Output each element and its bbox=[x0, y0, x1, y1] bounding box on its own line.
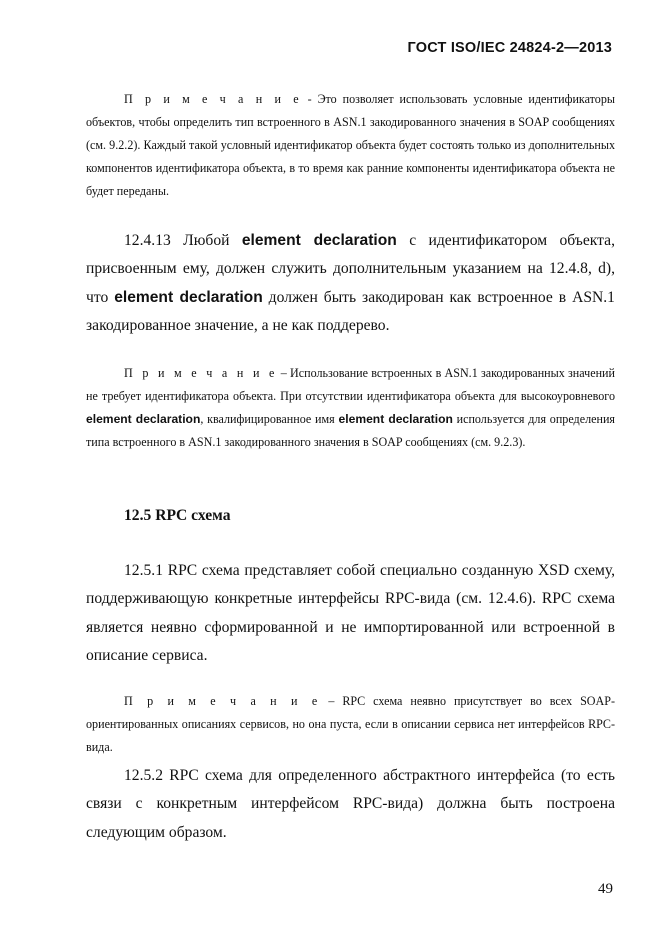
clause-12-4-13 bbox=[86, 227, 615, 341]
section-title: 12.5 RPC схема bbox=[124, 507, 231, 524]
term-element-declaration: element declaration bbox=[114, 288, 263, 306]
note-text: Это позволяет использовать условные идентификаторы объектов, чтобы определить тип встроенного в ASN.1 закодированного значения в SOAP сообщениях (см. 9.2.2). Каждый такой условный идентификатор объекта будет состоять только из дополнительных компонентов идентификатора объекта, в то время как ранние компоненты идентификатора объекта не будет переданы. bbox=[86, 92, 616, 198]
note-3 bbox=[86, 690, 615, 759]
note-label: П р и м е ч а н и е bbox=[124, 366, 278, 380]
note-1 bbox=[86, 88, 615, 203]
term-element-declaration: element declaration bbox=[86, 412, 201, 426]
clause-text: 12.5.1 RPC схема представляет собой специально созданную XSD схему, поддерживающую конкретные интерфейсы RPC-вида (см. 12.4.6). RPC схема является неявно сформированной и не импортированной или встроенной в описание сервиса. bbox=[86, 562, 615, 665]
note-text: Использование встроенных в ASN.1 закодированных значений не требует идентификатора объекта. При отсутствии идентификатора объекта для высокоуровневого bbox=[86, 366, 615, 403]
term-element-declaration: element declaration bbox=[241, 232, 397, 249]
document-header: ГОСТ ISO/IEC 24824-2—2013 bbox=[407, 40, 612, 56]
note-label: П р и м е ч а н и е bbox=[124, 92, 302, 106]
clause-text: 12.4.13 Любой bbox=[124, 232, 242, 249]
note-text: , квалифицированное имя bbox=[200, 412, 339, 426]
clause-text: должен быть закодирован как встроенное в ASN.1 закодированное значение, а не как поддерево. bbox=[86, 288, 615, 335]
clause-text: 12.5.2 RPC схема для определенного абстрактного интерфейса (то есть связи с конкретным интерфейсом RPC-вида) должна быть построена следующим образом. bbox=[86, 767, 615, 841]
clause-text: с идентификатором объекта, присвоенным ему, должен служить дополнительным указанием на 12.4.8, d), что bbox=[86, 232, 615, 306]
clause-12-5-1 bbox=[86, 557, 615, 671]
note-label: П р и м е ч а н и е bbox=[124, 694, 321, 708]
note-text: RPC схема неявно присутствует во всех SOAP-ориентированных описаниях сервисов, но она пуста, если в описании сервиса нет интерфейсов RPC-вида. bbox=[86, 694, 616, 754]
page-number: 49 bbox=[598, 881, 613, 897]
note-dash: – bbox=[320, 694, 343, 708]
term-element-declaration: element declaration bbox=[338, 412, 453, 426]
note-text: используется для определения типа встроенного в ASN.1 закодированного значения в SOAP сообщениях (см. 9.2.3). bbox=[86, 412, 615, 449]
note-2 bbox=[86, 362, 615, 454]
clause-12-5-2 bbox=[86, 762, 615, 847]
note-dash: - bbox=[301, 92, 318, 106]
note-dash: – bbox=[277, 366, 291, 380]
